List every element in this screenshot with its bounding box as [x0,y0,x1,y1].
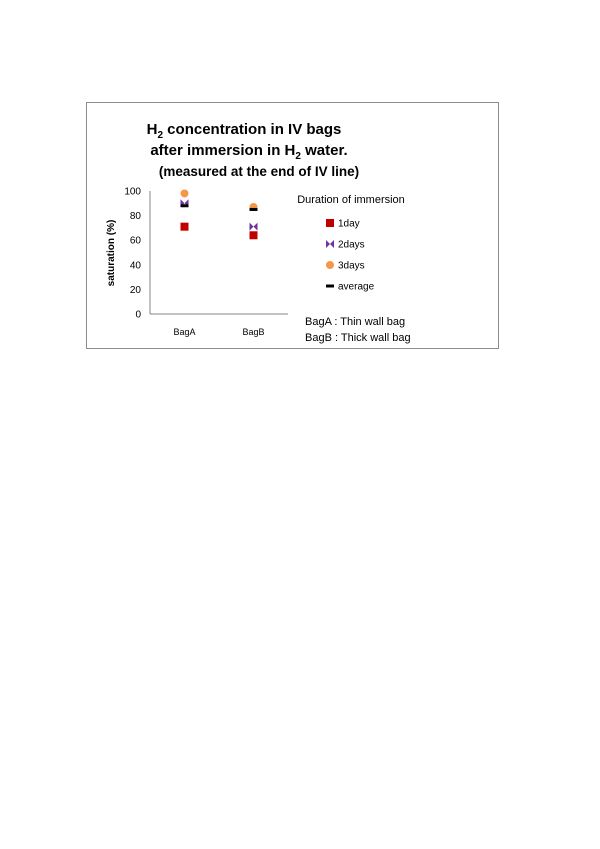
y-tick-label-80: 80 [129,211,141,223]
chart-frame [86,102,499,349]
marker-average-baga [181,204,189,207]
x-tick-label-baga: BagA [173,327,196,337]
marker-3days-baga [181,189,189,197]
chart-svg [87,103,500,350]
y-tick-label-100: 100 [124,186,141,198]
marker-1day-baga [181,223,189,231]
legend-label-1day: 1day [338,218,360,230]
y-axis-label: saturation (%) [106,219,117,287]
y-tick-label-60: 60 [129,235,141,247]
legend-marker-average [326,285,334,288]
chart-title-line-3: (measured at the end of IV line) [158,164,360,179]
marker-1day-bagb [250,231,258,239]
y-tick-label-20: 20 [129,284,141,296]
chart-title-line-1: $H_2$ concentration in IV bags [146,121,342,141]
y-ticks [124,187,141,321]
legend-marker-1day [326,219,334,227]
note-bag-b: BagB : Thick wall bag [305,332,411,344]
marker-average-bagb [250,208,258,211]
chart-title-line-2: after immersion in $H_2$ water. [150,142,348,162]
y-tick-label-0: 0 [135,309,141,321]
legend-title: Duration of immersion [297,194,405,206]
legend [326,219,375,293]
data-markers [181,189,258,239]
x-tick-label-bagb: BagB [242,327,265,337]
legend-marker-3days [326,261,334,269]
legend-label-3days: 3days [338,260,365,272]
marker-2days-bagb [250,223,258,231]
legend-marker-2days [326,240,334,248]
note-bag-a: BagA : Thin wall bag [305,316,406,328]
legend-label-2days: 2days [338,239,365,251]
legend-label-average: average [338,281,375,293]
y-tick-label-40: 40 [129,260,141,272]
x-ticks [173,327,264,337]
